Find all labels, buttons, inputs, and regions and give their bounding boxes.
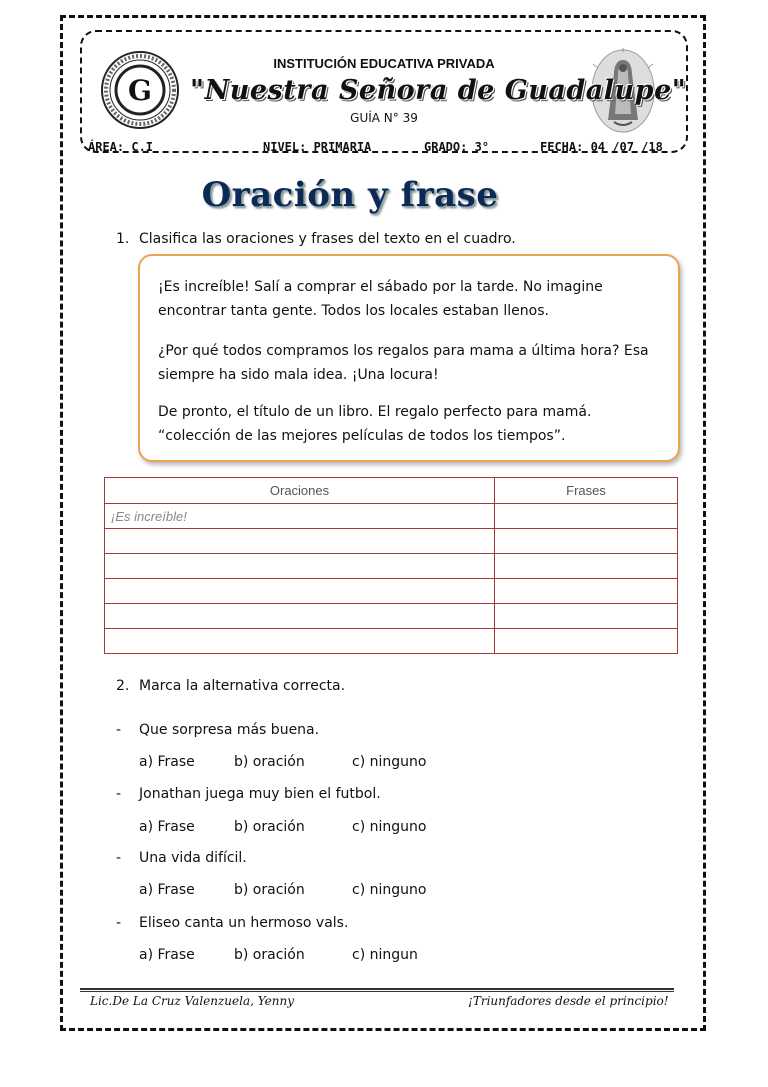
answer-cell[interactable] <box>105 604 495 629</box>
footer-motto: ¡Triunfadores desde el principio! <box>468 994 669 1008</box>
footer-divider <box>80 988 674 990</box>
footer-divider <box>80 991 674 992</box>
grade-label: GRADO: 3° <box>424 140 490 154</box>
item-statement: Una vida difícil. <box>139 850 247 866</box>
option-b[interactable]: b) oración <box>234 819 305 835</box>
answer-cell[interactable] <box>495 629 678 654</box>
option-c[interactable]: c) ningun <box>352 947 418 963</box>
item-statement: Eliseo canta un hermoso vals. <box>139 915 349 931</box>
item-statement: Que sorpresa más buena. <box>139 722 320 738</box>
column-header-oraciones: Oraciones <box>105 478 495 504</box>
table-row <box>105 579 678 604</box>
answer-cell[interactable] <box>495 529 678 554</box>
table-row <box>105 629 678 654</box>
area-label: ÁREA: C.I <box>88 140 154 154</box>
table-row <box>105 554 678 579</box>
option-c[interactable]: c) ninguno <box>352 754 427 770</box>
item-statement: Jonathan juega muy bien el futbol. <box>139 786 381 802</box>
guide-number: GUÍA N° 39 <box>350 111 418 125</box>
item-bullet: - <box>116 850 122 866</box>
option-b[interactable]: b) oración <box>234 882 305 898</box>
answer-cell[interactable] <box>495 554 678 579</box>
table-row <box>105 604 678 629</box>
option-b[interactable]: b) oración <box>234 754 305 770</box>
logo-letter: G <box>128 74 152 107</box>
answer-cell[interactable] <box>495 579 678 604</box>
level-label: NIVEL: PRIMARIA <box>263 140 372 154</box>
option-a[interactable]: a) Frase <box>139 947 195 963</box>
option-a[interactable]: a) Frase <box>139 819 195 835</box>
option-c[interactable]: c) ninguno <box>352 882 427 898</box>
date-label: FECHA: 04 /07 /18 <box>540 140 663 154</box>
exercise1-number: 1. <box>116 231 130 247</box>
answer-cell[interactable] <box>495 604 678 629</box>
answer-cell[interactable] <box>105 554 495 579</box>
exercise2-number: 2. <box>116 678 130 694</box>
option-a[interactable]: a) Frase <box>139 882 195 898</box>
answer-cell[interactable] <box>105 529 495 554</box>
reading-paragraph-1: ¡Es increíble! Salí a comprar el sábado por la tarde. No imagine encontrar tanta gente. Todos los locales estaban llenos. <box>158 279 603 319</box>
answer-cell[interactable] <box>105 579 495 604</box>
reading-paragraph-3: De pronto, el título de un libro. El regalo perfecto para mamá. “colección de las mejores películas de todos los tiempos”. <box>158 404 592 444</box>
classification-table <box>104 477 678 654</box>
footer-author: Lic.De La Cruz Valenzuela, Yenny <box>90 994 294 1008</box>
answer-cell[interactable] <box>105 629 495 654</box>
reading-paragraph-2: ¿Por qué todos compramos los regalos para mama a última hora? Esa siempre ha sido mala idea. ¡Una locura! <box>158 343 649 383</box>
column-header-frases: Frases <box>495 478 678 504</box>
table-header-row <box>105 478 678 504</box>
example-cell: ¡Es increíble! <box>105 504 495 529</box>
option-a[interactable]: a) Frase <box>139 754 195 770</box>
page-title: Oración y frase <box>201 175 499 215</box>
item-bullet: - <box>116 722 122 738</box>
table-row <box>105 504 678 529</box>
institution-label: INSTITUCIÓN EDUCATIVA PRIVADA <box>273 56 495 71</box>
school-name: "Nuestra Señora de Guadalupe" <box>190 75 687 106</box>
item-bullet: - <box>116 915 122 931</box>
exercise2-instruction: Marca la alternativa correcta. <box>139 678 346 694</box>
option-b[interactable]: b) oración <box>234 947 305 963</box>
exercise1-instruction: Clasifica las oraciones y frases del texto en el cuadro. <box>139 231 516 247</box>
item-bullet: - <box>116 786 122 802</box>
option-c[interactable]: c) ninguno <box>352 819 427 835</box>
answer-cell[interactable] <box>495 504 678 529</box>
table-row <box>105 529 678 554</box>
